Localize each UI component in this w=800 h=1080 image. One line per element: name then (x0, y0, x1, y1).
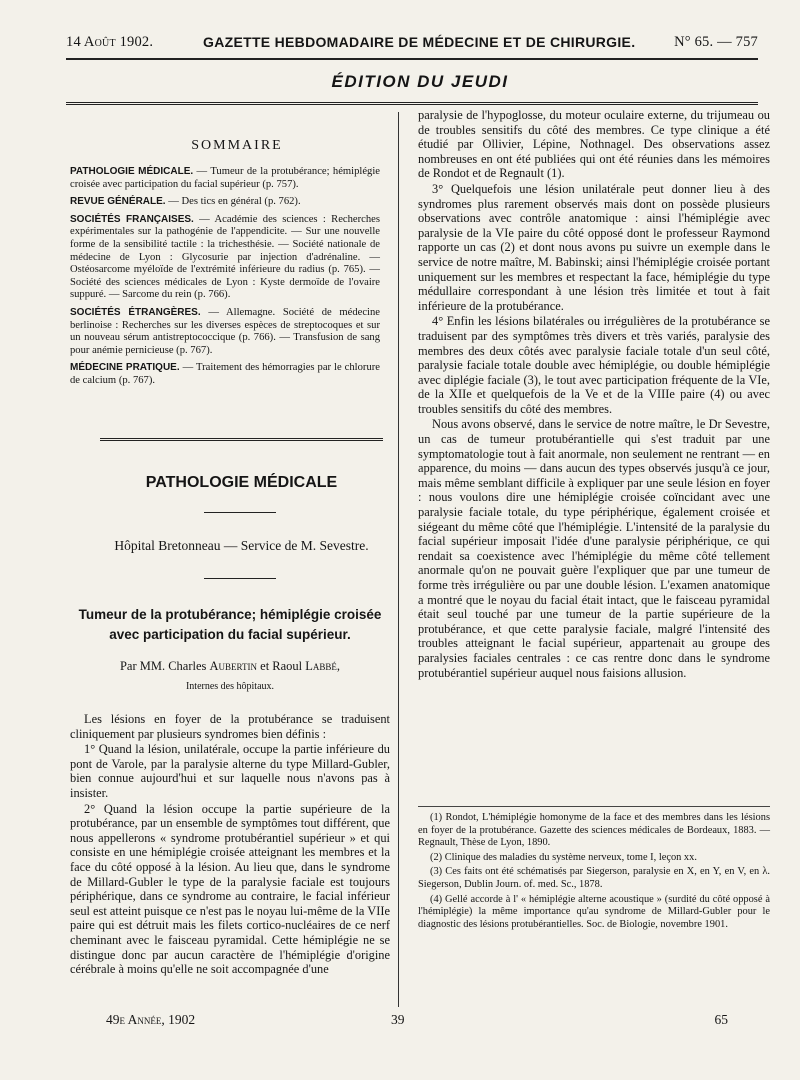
hospital-line: Hôpital Bretonneau — Service de M. Sevestre. (114, 538, 369, 553)
body-paragraph: 3° Quelquefois une lésion unilatérale peut donner lieu à des syndromes plus rarement observés mais dont on possède plusieurs observations avec contrôle anatomique : ainsi l'hémiplégie avec paralysie de la VIe paire du côté opposé dont le professeur Raymond rapporte un cas (2) et dont nous avons pu suivre un exemple dans le service de notre maître, M. Babinski; ainsi l'hémiplégie croisée portant uniquement sur les membres et respectant la face, hémiplégie du type médullaire correspondant à une lésion très limitée et tout à fait inférieure de la protubérance. (418, 181, 770, 313)
footer-year: 49e Année, 1902 (106, 1012, 196, 1027)
sommaire-item (70, 214, 380, 302)
article-body-left (70, 712, 390, 978)
article-title (70, 605, 390, 645)
footnote: (2) Clinique des maladies du système nerveux, tome I, leçon xx. (430, 851, 697, 863)
running-header (66, 34, 758, 56)
body-paragraph: Nous avons observé, dans le service de notre maître, le Dr Sevestre, un cas de tumeur protubérantielle qui s'est traduit par une symptomatologie tout à fait anormale, non seulement ne rentrant — en apparence, du moins — dans aucun des types observés jusqu'à ce jour, mais même semblant difficile à expliquer par une seule lésion en foyer : nous voulons dire une hémiplégie croisée coïncidant avec une paralysie faciale totale, du type périphérique, également croisée et siégeant du même côté que l'hémiplégie. L'intensité de la paralysie du facial supérieur imposait l'idée d'une paralysie périphérique, ce qui rendait sa coexistence avec l'hémiplégie du même côté tellement anormale qu'on ne pouvait guère l'expliquer que par une tumeur de forme très irrégulière ou par une double lésion. L'examen anatomique a montré que le noyau du facial était intact, que le faisceau pyramidal était seul touché par une tumeur de la partie supérieure de la protubérance, et que cette paralysie faciale, malgré l'intensité des troubles atteignant le facial supérieur, appartenait au groupe des paralysies faciales centrales : ce cas rentre donc dans le syndrome protubérantiel supérieur auquel nous faisions allusion. (418, 417, 770, 680)
authors-suffix: , (336, 659, 341, 673)
body-paragraph: paralysie de l'hypoglosse, du moteur oculaire externe, du trijumeau ou de troubles sensitifs du côté des membres. Ce type clinique a été étudié par Ollivier, Lépine, Nothnagel. Des observations assez nombreuses en ont été publiées qui ont été réunies dans les mémoires de Rondot et de Regnault (1). (418, 108, 770, 181)
article-title-line: avec participation du facial supérieur. (109, 627, 351, 642)
body-paragraph: Les lésions en foyer de la protubérance se traduisent cliniquement par plusieurs syndromes bien définis : (70, 712, 390, 741)
footnote-rule (418, 806, 770, 807)
article-body-right (418, 108, 770, 681)
article-authors (70, 659, 390, 674)
authors-connector: et Raoul (257, 659, 306, 673)
body-paragraph: 2° Quand la lésion occupe la partie supérieure de la protubérance, par un ensemble de symptômes tout différent, que nous appellerons « syndrome protubérantiel supérieur » et qui consiste en une hémiplégie croisée atteignant les membres et la face du côté opposé à la lésion. Au lieu que, dans le syndrome de Millard-Gubler le type de la paralysie faciale est toujours périphérique, dans ce syndrome au contraire, le facial inférieur seul est atteint puisque ce n'est pas le noyau lui-même de la VIIe paire qui est détruit mais les filets cortico-nucléaires de ce nerf cheminant avec le faisceau pyramidal. Cette hémiplégie ne se distingue donc par aucun caractère de l'hémiplégie d'origine cérébrale à moins qu'elle ne soit accompagnée d'une (70, 801, 390, 977)
header-journal-title: GAZETTE HEBDOMADAIRE DE MÉDECINE ET DE CHIRURGIE. (203, 34, 636, 50)
sommaire-item-text: — Allemagne. Société de médecine berlinoise : Recherches sur les diverses espèces de streptocoques et sur un nouveau sérum antistreptococcique (p. 766). — Transfusion de sang pour anémie pernicieuse (p. 767). (70, 306, 380, 356)
hospital-rule (204, 578, 276, 579)
footer-page-number: 65 (714, 1012, 728, 1027)
column-divider (398, 112, 399, 1007)
sommaire-box (70, 108, 380, 393)
sommaire-title: SOMMAIRE (191, 138, 283, 153)
sommaire-item (70, 196, 380, 209)
footnote: (1) Rondot, L'hémiplégie homonyme de la face et des membres dans les lésions en foyer de la protubérance. Gazette des sciences médicales de Bordeaux, 1883. — Regnault, Thèse de Lyon, 1890. (418, 812, 770, 849)
footnotes (418, 812, 770, 933)
edition-banner: ÉDITION DU JEUDI (331, 72, 509, 91)
sommaire-item (70, 166, 380, 191)
header-date: 14 Août 1902. (66, 34, 154, 50)
section-double-rule (100, 438, 383, 444)
section-title: PATHOLOGIE MÉDICALE (145, 474, 338, 491)
sommaire-item-head: REVUE GÉNÉRALE. (70, 196, 166, 208)
header-page-ref: N° 65. — 757 (674, 34, 758, 50)
author-name: Labbé (305, 659, 337, 673)
section-title-rule (204, 512, 276, 513)
sommaire-item-text: — Des tics en général (p. 762). (165, 196, 301, 208)
footer-signature-number: 39 (391, 1012, 405, 1027)
body-paragraph: 1° Quand la lésion, unilatérale, occupe la partie inférieure du pont de Varole, par la paralysie alterne du type Millard-Gubler, bien connue aujourd'hui et sur laquelle nous n'avons pas à insister. (70, 742, 390, 800)
sommaire-item-head: SOCIÉTÉS FRANÇAISES. (70, 213, 194, 225)
header-rule (66, 58, 758, 60)
article-title-line: Tumeur de la protubérance; hémiplégie croisée (78, 607, 382, 622)
authors-prefix: Par MM. Charles (119, 659, 210, 673)
sommaire-item (70, 362, 380, 387)
sommaire-item-text: — Tumeur de la protubérance; hémiplégie croisée avec participation du facial supérieur (p. 757). (70, 166, 380, 190)
sommaire-item (70, 307, 380, 357)
sommaire-item-head: SOCIÉTÉS ÉTRANGÈRES. (70, 306, 201, 318)
author-name: Aubertin (209, 659, 258, 673)
author-role: Internes des hôpitaux. (185, 681, 275, 692)
footnote: (4) Gellé accorde à l' « hémiplégie alterne acoustique » (surdité du côté opposé à l'hémiplégie) la même importance qu'au syndrome de Millard-Gubler pour le diagnostic des lésions protubérantielles. Soc. de Biologie, novembre 1901. (418, 893, 770, 930)
footnote: (3) Ces faits ont été schématisés par Siegerson, paralysie en X, en Y, en V, en λ. Siegerson, Dublin Journ. of. med. Sc., 1878. (418, 866, 770, 890)
sommaire-item-head: PATHOLOGIE MÉDICALE. (70, 166, 194, 177)
sommaire-item-head: MÉDECINE PRATIQUE. (70, 362, 180, 374)
sommaire-item-text: — Traitement des hémorragies par le chlorure de calcium (p. 767). (70, 362, 380, 386)
sommaire-list (70, 166, 380, 388)
body-paragraph: 4° Enfin les lésions bilatérales ou irrégulières de la protubérance se traduisent par des symptômes très divers et très variés, paralysie des membres des deux côtés avec paralysie faciale totale d'un seul côté, paralysie faciale totale double avec hémiplégie, ou double hémiplégie avec diplégie faciale (3), le tout avec participation fréquente de la VIe, de la XIIe et quelquefois de la Ve et de la VIIIe paire (4) ou avec troubles sensitifs du côté des membres. (418, 314, 770, 416)
sommaire-item-text: — Académie des sciences : Recherches expérimentales sur la pathogénie de l'appendicite. — Sur une nouvelle forme de la sensibilité tactile : la trichesthésie. — Société nationale de médecine de Lyon : Glycosurie par injection d'adrénaline. — Ostéosarcome myéloïde de l'extrémité inférieure du radius (p. 765). — Société des sciences médicales de Lyon : Kyste dermoïde de l'ovaire suppuré. — Sarcome du rein (p. 766). (70, 213, 380, 301)
